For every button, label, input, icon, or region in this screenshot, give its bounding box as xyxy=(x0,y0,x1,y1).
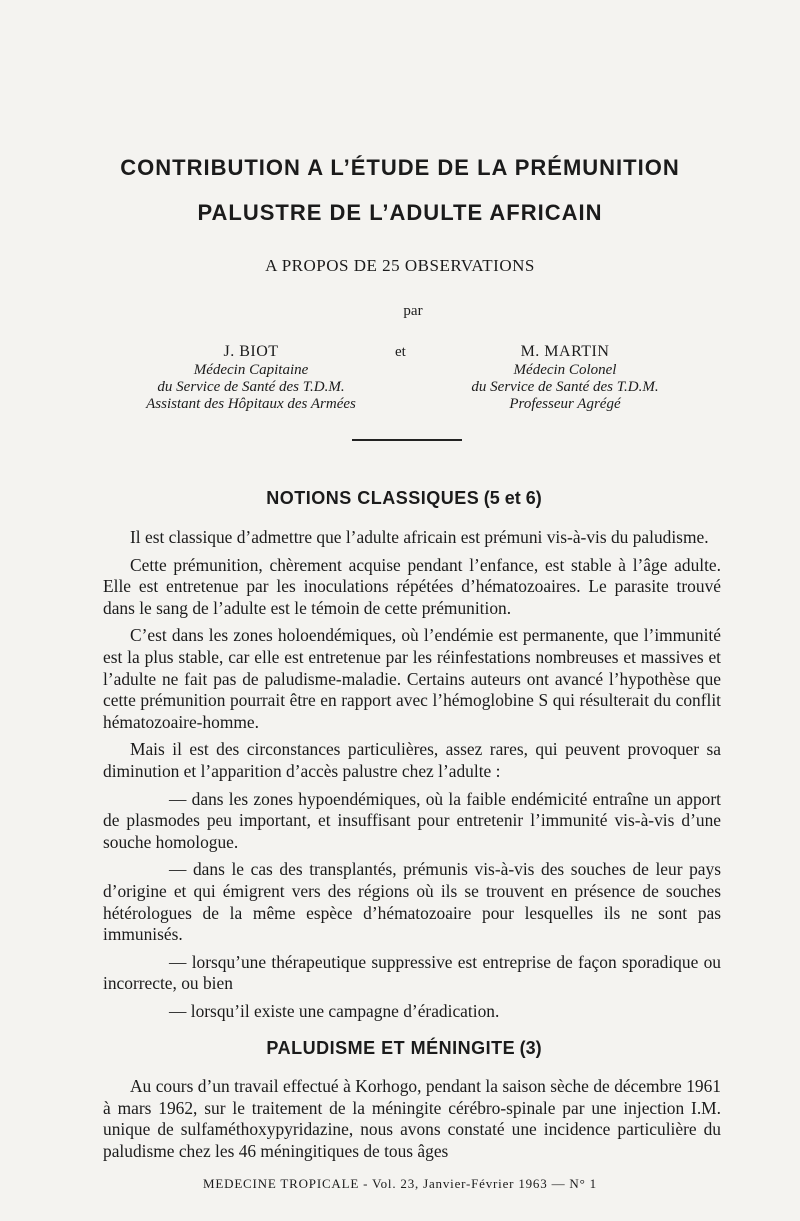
paragraph: Il est classique d’admettre que l’adulte africain est prémuni vis-à-vis du paludisme. xyxy=(130,527,709,547)
separator-rule xyxy=(352,439,462,441)
dash-item: — dans les zones hypoendémiques, où la faible endémicité entraîne un apport de plasmodes peu important, et insuffisant pour entretenir l’immunité vis-à-vis d’une souche homologue. xyxy=(103,788,721,852)
section-heading-notions xyxy=(0,488,800,509)
article-subtitle: A PROPOS DE 25 OBSERVATIONS xyxy=(265,256,535,275)
author-position: Professeur Agrégé xyxy=(509,396,621,412)
author-rank: Médecin Capitaine xyxy=(193,362,309,378)
paragraph: Mais il est des circonstances particulières, assez rares, qui peuvent provoquer sa diminution et l’apparition d’accès palustre chez l’adulte : xyxy=(103,739,721,781)
dash-item: — lorsqu’une thérapeutique suppressive est entreprise de façon sporadique ou incorrecte, ou bien xyxy=(103,951,721,994)
dash-item: — lorsqu’il existe une campagne d’éradication. xyxy=(169,1000,500,1021)
section-reference: (3) xyxy=(519,1038,542,1058)
section-body-notions xyxy=(103,527,721,1028)
paragraph: C’est dans les zones holoendémiques, où l’endémie est permanente, que l’immunité est la plus stable, car elle est entretenue par les réinfestations nombreuses et massives et l’adulte ne fait pas de paludisme-maladie. Certains auteurs ont avancé l’hypothèse que cette prémunition pourrait être en rapport avec l’hémoglobine S qui résulterait du conflit hématozoaire-homme. xyxy=(103,625,721,732)
section-body-paludisme xyxy=(103,1076,721,1168)
section-heading-text: NOTIONS CLASSIQUES xyxy=(266,488,480,508)
author-conjunction: et xyxy=(395,344,406,360)
author-name: J. BIOT xyxy=(223,343,279,360)
section-reference: (5 et 6) xyxy=(483,488,542,508)
article-title-line-2: PALUSTRE DE L’ADULTE AFRICAIN xyxy=(197,200,603,225)
by-label: par xyxy=(403,303,423,319)
author-service: du Service de Santé des T.D.M. xyxy=(471,379,659,395)
paragraph: Cette prémunition, chèrement acquise pendant l’enfance, est stable à l’âge adulte. Elle est entretenue par les inoculations répétées d’hématozoaires. Le parasite trouvé dans le sang de l’adulte est le témoin de cette prémunition. xyxy=(103,554,721,618)
author-service: du Service de Santé des T.D.M. xyxy=(157,379,345,395)
author-position: Assistant des Hôpitaux des Armées xyxy=(146,396,356,412)
author-biot xyxy=(86,343,416,413)
journal-footer: MEDECINE TROPICALE - Vol. 23, Janvier-Février 1963 — N° 1 xyxy=(203,1176,597,1191)
author-rank: Médecin Colonel xyxy=(513,362,617,378)
author-martin xyxy=(400,343,730,413)
dash-item: — dans le cas des transplantés, prémunis vis-à-vis des souches de leur pays d’origine et qui émigrent vers des régions où ils se trouvent en présence de souches hétérologues de la même espèce d’hématozoaire pour lesquelles ils ne sont pas immunisés. xyxy=(103,859,721,945)
article-title-line-1: CONTRIBUTION A L’ÉTUDE DE LA PRÉMUNITION xyxy=(120,155,680,180)
paragraph: Au cours d’un travail effectué à Korhogo, pendant la saison sèche de décembre 1961 à mars 1962, sur le traitement de la méningite cérébro-spinale par une injection I.M. unique de sulfaméthoxypyridazine, nous avons constaté une incidence particulière du paludisme chez les 46 méningitiques de tous âges xyxy=(103,1076,721,1161)
author-name: M. MARTIN xyxy=(520,343,610,360)
section-heading-text: PALUDISME ET MÉNINGITE xyxy=(266,1038,516,1058)
section-heading-paludisme xyxy=(0,1038,800,1059)
